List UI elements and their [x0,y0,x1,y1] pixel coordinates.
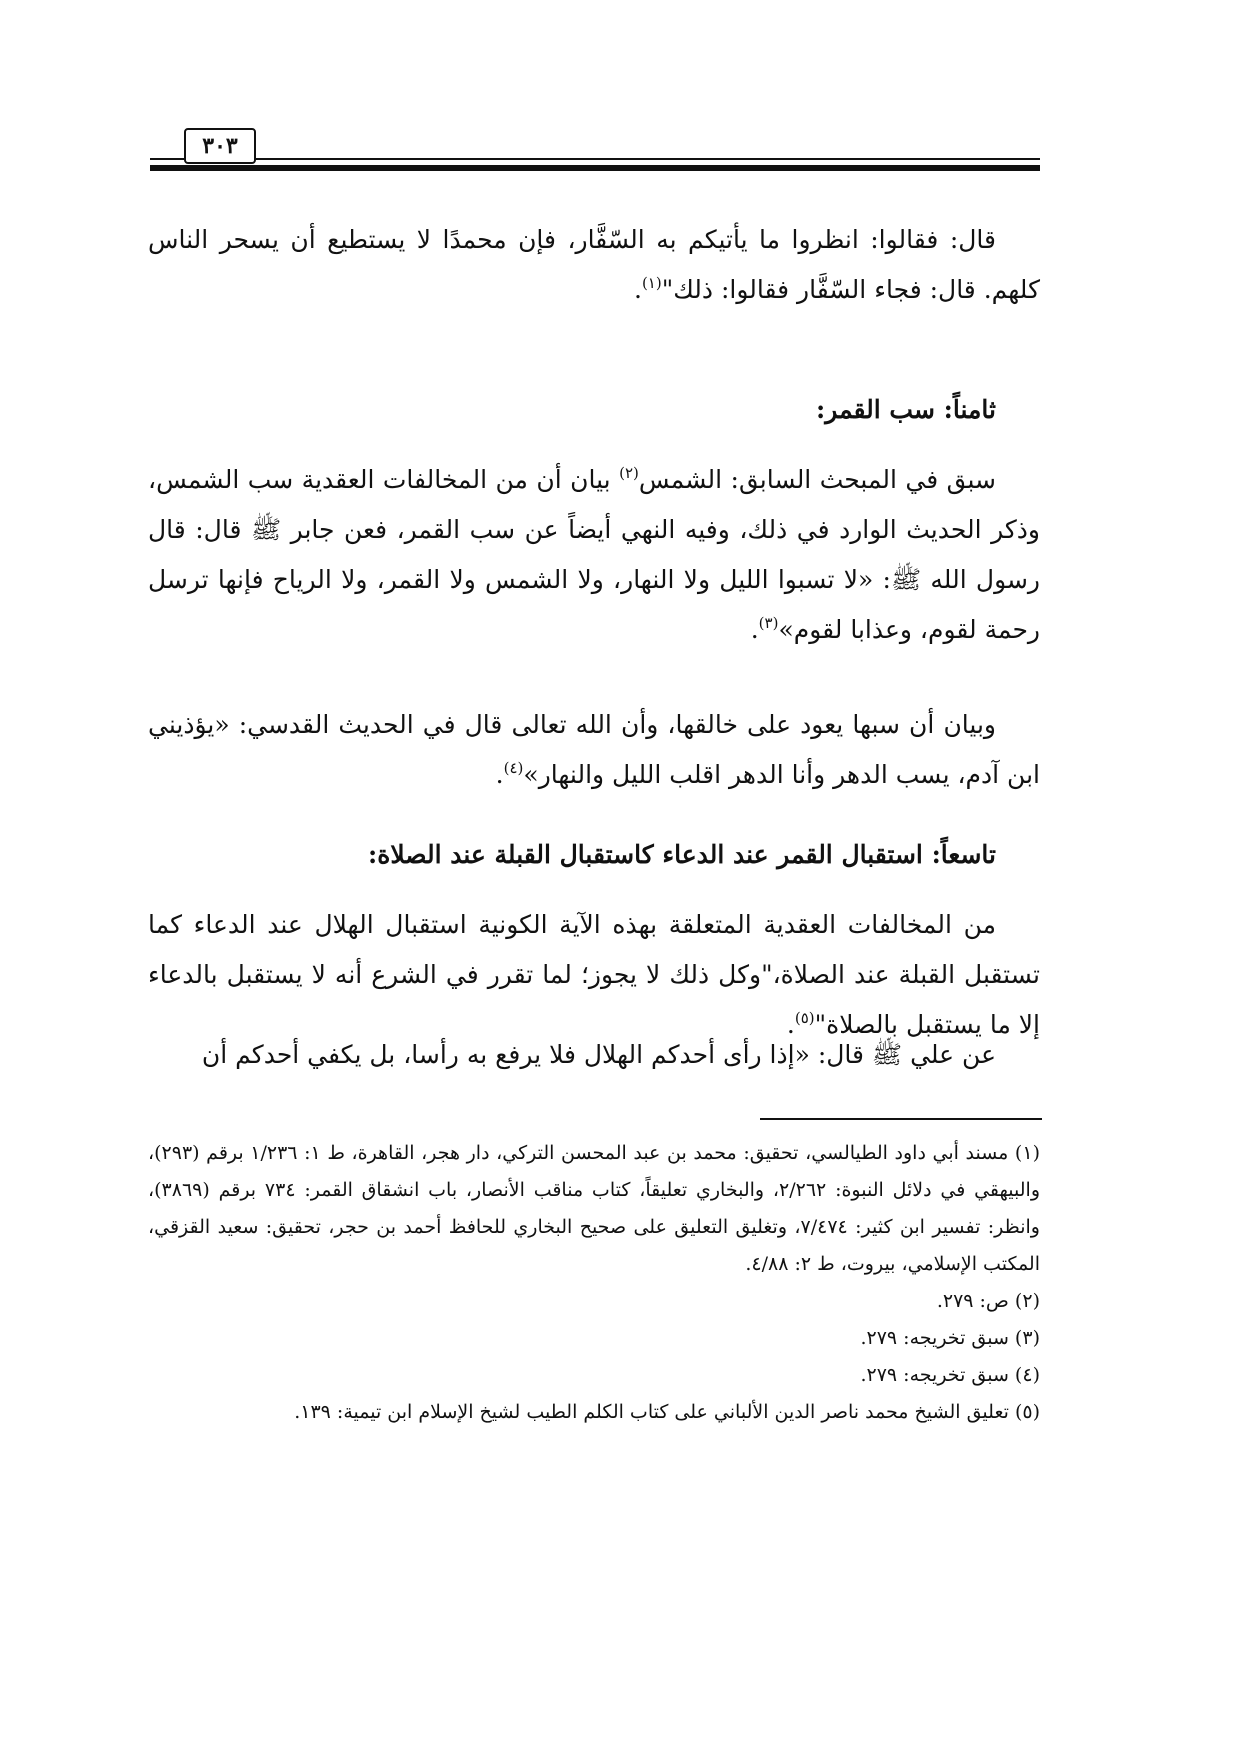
paragraph-3-end: . [495,760,504,789]
paragraph-4-end: . [786,1010,795,1039]
paragraph-1-text: قال: فقالوا: انظروا ما يأتيكم به السّفَّار، فإن محمدًا لا يستطيع أن يسحر الناس كلهم. قال: فجاء السّفَّار فقالوا: ذلك" [148,225,1040,304]
page-number: ٣٠٣ [184,128,256,164]
section-heading-9 [148,830,1040,880]
paragraph-1-end: . [633,275,642,304]
footnote-ref-2[interactable]: (٢) [619,464,639,482]
section-heading-8 [148,385,1040,435]
footnote-separator [760,1118,1042,1120]
paragraph-5 [148,1030,1040,1080]
heading-moon-cursing: ثامناً: سب القمر: [816,395,996,424]
footnote-ref-1[interactable]: (١) [641,274,662,292]
page-header [150,128,1040,168]
paragraph-5-text: عن علي ﷺ قال: «إذا رأى أحدكم الهلال فلا يرفع به رأسا، بل يكفي أحدكم أن [201,1040,996,1069]
header-rule-thin [150,158,1040,160]
heading-moon-facing: تاسعاً: استقبال القمر عند الدعاء كاستقبال القبلة عند الصلاة: [368,840,996,869]
paragraph-2-text-a: سبق في المبحث السابق: الشمس [638,465,996,494]
footnote-ref-3[interactable]: (٣) [758,614,779,632]
paragraph-3 [148,700,1040,800]
paragraph-2-end: . [750,615,759,644]
footnote-ref-4[interactable]: (٤) [503,759,524,777]
paragraph-2-text-b: بيان أن من المخالفات العقدية سب الشمس، وذكر الحديث الوارد في ذلك، وفيه النهي أيضاً عن سب القمر، فعن جابر ﷺ قال: قال رسول الله ﷺ: «لا تسبوا الليل ولا النهار، ولا الشمس ولا القمر، ولا الرياح فإنها ترسل رحمة لقوم، وعذابا لقوم» [148,465,1040,644]
paragraph-4-text: من المخالفات العقدية المتعلقة بهذه الآية الكونية استقبال الهلال عند الدعاء كما تستقبل القبلة عند الصلاة،"وكل ذلك لا يجوز؛ لما تقرر في الشرع أنه لا يستقبل بالدعاء إلا ما يستقبل بالصلاة" [148,910,1040,1039]
footnote-3: (٣) سبق تخريجه: ٢٧٩. [860,1327,1040,1349]
header-rule-thick [150,165,1040,171]
footnote-2: (٢) ص: ٢٧٩. [936,1290,1040,1312]
footnote-ref-5[interactable]: (٥) [794,1009,815,1027]
paragraph-2 [148,455,1040,655]
footnote-1: (١) مسند أبي داود الطيالسي، تحقيق: محمد بن عبد المحسن التركي، دار هجر، القاهرة، ط ١: ١/٢٣٦ برقم (٢٩٣)، والبيهقي في دلائل النبوة: ٢/٢٦٢، والبخاري تعليقاً، كتاب مناقب الأنصار، باب انشقاق القمر: ٧٣٤ برقم (٣٨٦٩)، وانظر: تفسير ابن كثير: ٧/٤٧٤، وتغليق التعليق على صحيح البخاري للحافظ أحمد بن حجر، تحقيق: سعيد القزقي، المكتب الإسلامي، بيروت، ط ٢: ٤/٨٨. [148,1142,1040,1275]
footnote-4: (٤) سبق تخريجه: ٢٧٩. [860,1364,1040,1386]
paragraph-3-text: وبيان أن سبها يعود على خالقها، وأن الله تعالى قال في الحديث القدسي: «يؤذيني ابن آدم، يسب الدهر وأنا الدهر اقلب الليل والنهار» [148,710,1040,789]
paragraph-1 [148,215,1040,315]
footnotes [148,1135,1040,1431]
footnote-5: (٥) تعليق الشيخ محمد ناصر الدين الألباني على كتاب الكلم الطيب لشيخ الإسلام ابن تيمية: ١٣٩. [294,1401,1040,1423]
paragraph-4 [148,900,1040,1050]
